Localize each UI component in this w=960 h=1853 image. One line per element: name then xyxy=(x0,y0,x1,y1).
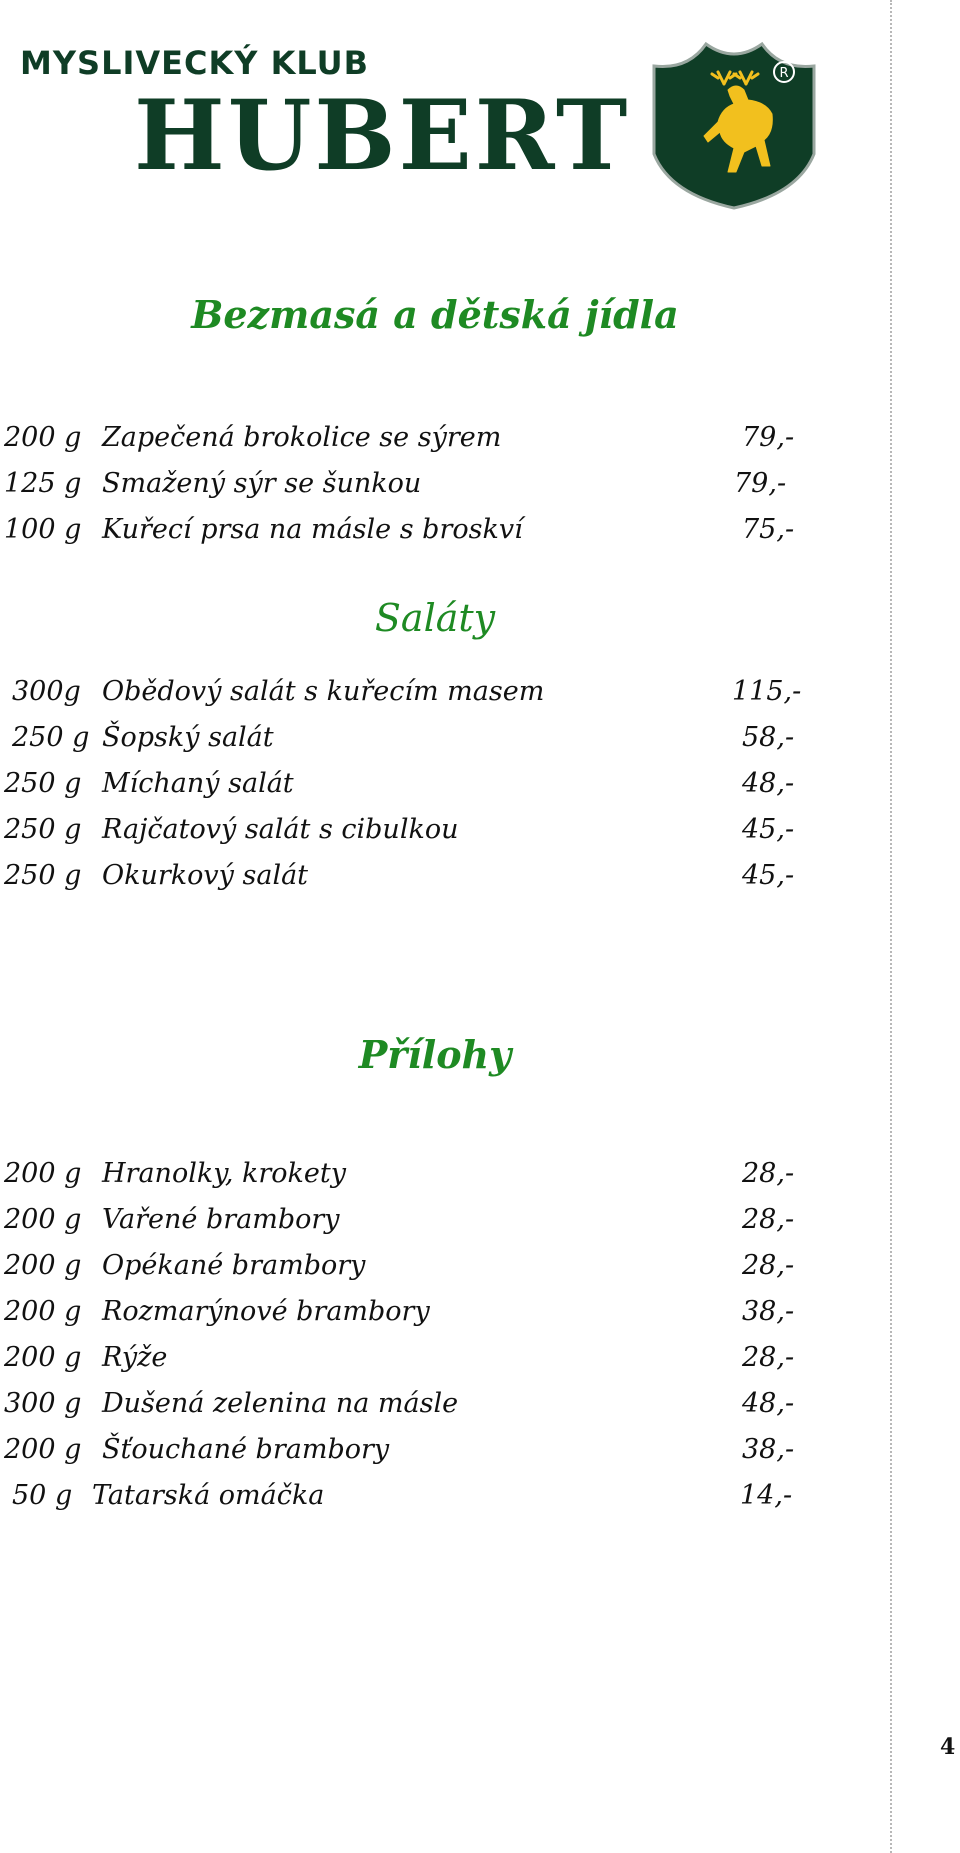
menu-item xyxy=(0,1250,880,1296)
menu-item xyxy=(0,722,880,768)
item-weight: 200 g xyxy=(4,1342,82,1373)
item-weight: 200 g xyxy=(4,1158,82,1189)
item-price: 28,- xyxy=(742,1204,795,1235)
item-name: Kuřecí prsa na másle s broskví xyxy=(102,514,523,545)
menu-item xyxy=(0,860,880,906)
item-name: Okurkový salát xyxy=(102,860,309,891)
item-weight: 200 g xyxy=(4,1296,82,1327)
item-name: Rozmarýnové brambory xyxy=(102,1296,430,1327)
menu-item xyxy=(0,468,880,514)
item-price: 48,- xyxy=(742,1388,795,1419)
item-weight: 300g xyxy=(12,676,81,707)
item-price: 58,- xyxy=(742,722,795,753)
item-price: 75,- xyxy=(742,514,795,545)
item-weight: 200 g xyxy=(4,1204,82,1235)
item-price: 38,- xyxy=(742,1296,795,1327)
item-price: 45,- xyxy=(742,814,795,845)
item-weight: 200 g xyxy=(4,1434,82,1465)
item-name: Hranolky, krokety xyxy=(102,1158,346,1189)
section-title-prilohy: Přílohy xyxy=(358,1032,512,1077)
item-name: Dušená zelenina na másle xyxy=(102,1388,459,1419)
menu-item xyxy=(0,1388,880,1434)
item-price: 79,- xyxy=(742,422,795,453)
item-weight: 250 g xyxy=(4,860,82,891)
item-weight: 300 g xyxy=(4,1388,82,1419)
menu-list-prilohy xyxy=(0,1158,880,1526)
menu-item xyxy=(0,1342,880,1388)
item-name: Opékané brambory xyxy=(102,1250,366,1281)
brand-title: HUBERT xyxy=(134,79,631,192)
item-price: 28,- xyxy=(742,1342,795,1373)
menu-item xyxy=(0,814,880,860)
item-name: Vařené brambory xyxy=(102,1204,340,1235)
item-name: Šťouchané brambory xyxy=(102,1434,390,1465)
item-name: Míchaný salát xyxy=(102,768,294,799)
menu-list-bezmasa xyxy=(0,422,880,560)
item-price: 28,- xyxy=(742,1158,795,1189)
item-name: Obědový salát s kuřecím masem xyxy=(102,676,545,707)
item-weight: 250 g xyxy=(12,722,90,753)
item-name: Smažený sýr se šunkou xyxy=(102,468,422,499)
item-price: 28,- xyxy=(742,1250,795,1281)
menu-item xyxy=(0,1158,880,1204)
item-price: 48,- xyxy=(742,768,795,799)
item-weight: 100 g xyxy=(4,514,82,545)
menu-item xyxy=(0,1296,880,1342)
menu-item xyxy=(0,514,880,560)
page-number: 4 xyxy=(940,1734,956,1760)
menu-item xyxy=(0,422,880,468)
menu-item xyxy=(0,1434,880,1480)
item-price: 45,- xyxy=(742,860,795,891)
item-name: Šopský salát xyxy=(102,722,274,753)
menu-item xyxy=(0,1480,880,1526)
item-weight: 50 g xyxy=(12,1480,73,1511)
page-edge-divider xyxy=(890,0,892,1853)
item-price: 14,- xyxy=(740,1480,793,1511)
item-price: 79,- xyxy=(734,468,787,499)
deer-shield-icon xyxy=(648,36,820,212)
item-name: Rýže xyxy=(102,1342,168,1373)
menu-item xyxy=(0,676,880,722)
section-title-bezmasa: Bezmasá a dětská jídla xyxy=(191,292,679,337)
item-weight: 200 g xyxy=(4,422,82,453)
menu-item xyxy=(0,768,880,814)
brand-subtitle: MYSLIVECKÝ KLUB xyxy=(20,44,369,82)
item-name: Tatarská omáčka xyxy=(92,1480,325,1511)
item-weight: 250 g xyxy=(4,768,82,799)
item-weight: 125 g xyxy=(4,468,82,499)
registered-mark: R xyxy=(779,66,789,81)
section-title-salaty: Saláty xyxy=(374,596,496,640)
item-name: Zapečená brokolice se sýrem xyxy=(102,422,502,453)
menu-list-salaty xyxy=(0,676,880,906)
menu-item xyxy=(0,1204,880,1250)
item-price: 38,- xyxy=(742,1434,795,1465)
item-weight: 250 g xyxy=(4,814,82,845)
item-name: Rajčatový salát s cibulkou xyxy=(102,814,459,845)
item-price: 115,- xyxy=(732,676,802,707)
item-weight: 200 g xyxy=(4,1250,82,1281)
